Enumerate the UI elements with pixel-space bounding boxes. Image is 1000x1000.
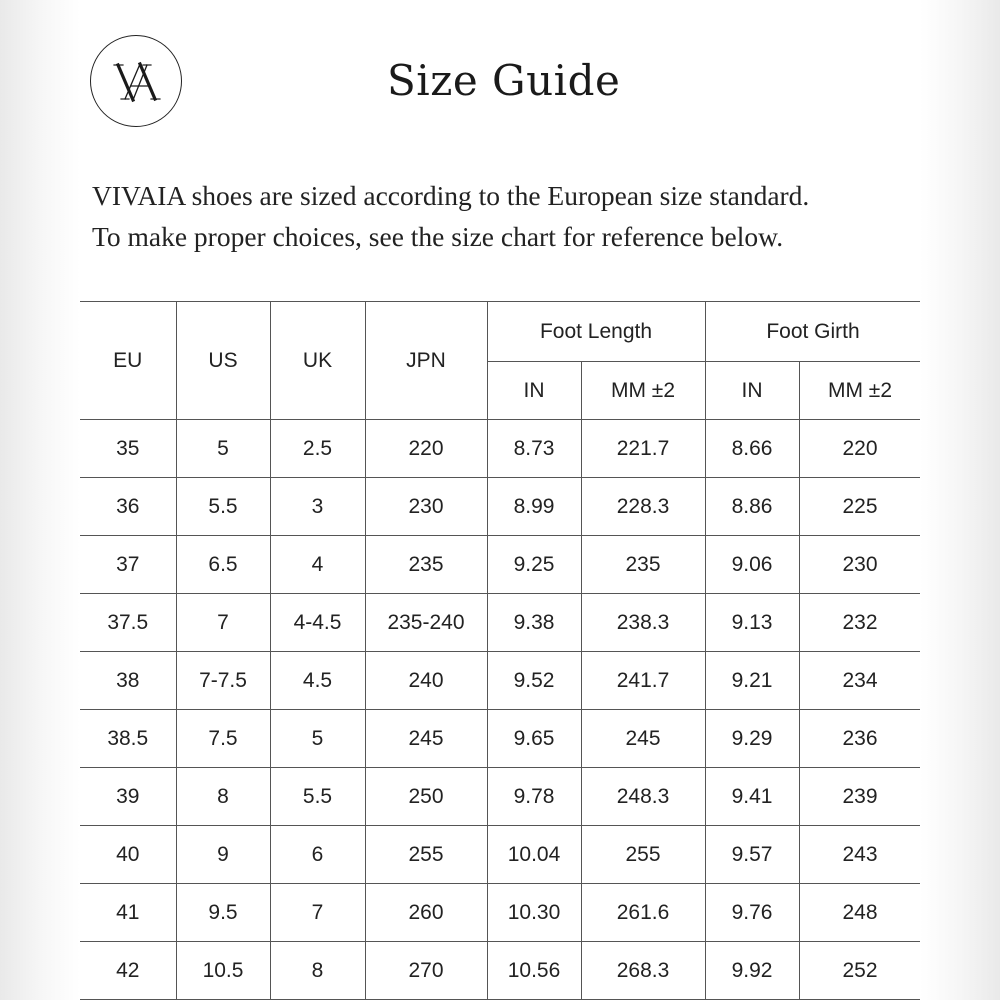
- brand-logo: [90, 35, 182, 127]
- cell-uk: 7: [270, 884, 365, 942]
- cell-uk: 4-4.5: [270, 594, 365, 652]
- cell-foot-length-mm: 241.7: [581, 652, 705, 710]
- cell-us: 5.5: [176, 478, 270, 536]
- cell-foot-girth-mm: 230: [799, 536, 920, 594]
- cell-us: 9.5: [176, 884, 270, 942]
- table-row: [80, 652, 920, 710]
- cell-foot-length-in: 8.73: [487, 420, 581, 478]
- cell-foot-length-mm: 268.3: [581, 942, 705, 1000]
- cell-foot-girth-in: 9.13: [705, 594, 799, 652]
- cell-foot-girth-in: 9.41: [705, 768, 799, 826]
- cell-us: 10.5: [176, 942, 270, 1000]
- table-row: [80, 594, 920, 652]
- cell-foot-length-in: 9.65: [487, 710, 581, 768]
- cell-foot-length-mm: 261.6: [581, 884, 705, 942]
- cell-jpn: 240: [365, 652, 487, 710]
- cell-foot-length-in: 9.38: [487, 594, 581, 652]
- cell-eu: 38.5: [80, 710, 176, 768]
- cell-foot-length-in: 10.04: [487, 826, 581, 884]
- cell-foot-length-mm: 235: [581, 536, 705, 594]
- table-row: [80, 710, 920, 768]
- cell-jpn: 230: [365, 478, 487, 536]
- cell-foot-length-in: 9.25: [487, 536, 581, 594]
- cell-eu: 39: [80, 768, 176, 826]
- cell-eu: 37: [80, 536, 176, 594]
- cell-jpn: 260: [365, 884, 487, 942]
- cell-foot-girth-in: 9.29: [705, 710, 799, 768]
- size-table-body: [80, 420, 920, 1000]
- header-jpn: JPN: [365, 302, 487, 420]
- cell-foot-length-in: 9.78: [487, 768, 581, 826]
- cell-eu: 42: [80, 942, 176, 1000]
- cell-uk: 6: [270, 826, 365, 884]
- cell-uk: 5: [270, 710, 365, 768]
- cell-eu: 37.5: [80, 594, 176, 652]
- cell-uk: 2.5: [270, 420, 365, 478]
- cell-foot-girth-in: 9.21: [705, 652, 799, 710]
- intro-line: To make proper choices, see the size chart for reference below.: [92, 221, 784, 252]
- va-monogram-icon: [91, 36, 183, 128]
- cell-foot-girth-in: 9.76: [705, 884, 799, 942]
- cell-foot-girth-mm: 220: [799, 420, 920, 478]
- cell-us: 5: [176, 420, 270, 478]
- header-eu: EU: [80, 302, 176, 420]
- cell-foot-length-in: 10.56: [487, 942, 581, 1000]
- header-foot-length-mm: MM ±2: [581, 362, 705, 420]
- cell-foot-girth-mm: 243: [799, 826, 920, 884]
- cell-foot-girth-in: 9.06: [705, 536, 799, 594]
- cell-foot-length-mm: 245: [581, 710, 705, 768]
- page-title: Size Guide: [387, 56, 621, 105]
- cell-jpn: 270: [365, 942, 487, 1000]
- size-guide-card: [80, 0, 920, 1000]
- cell-jpn: 235: [365, 536, 487, 594]
- cell-foot-girth-in: 8.66: [705, 420, 799, 478]
- cell-foot-girth-mm: 239: [799, 768, 920, 826]
- cell-us: 9: [176, 826, 270, 884]
- cell-us: 7.5: [176, 710, 270, 768]
- cell-foot-girth-in: 8.86: [705, 478, 799, 536]
- header-foot-girth-mm: MM ±2: [799, 362, 920, 420]
- cell-uk: 4: [270, 536, 365, 594]
- cell-jpn: 245: [365, 710, 487, 768]
- header-foot-girth-in: IN: [705, 362, 799, 420]
- table-row: [80, 768, 920, 826]
- cell-eu: 40: [80, 826, 176, 884]
- cell-us: 7: [176, 594, 270, 652]
- cell-jpn: 250: [365, 768, 487, 826]
- table-row: [80, 942, 920, 1000]
- table-row: [80, 826, 920, 884]
- cell-eu: 41: [80, 884, 176, 942]
- cell-eu: 35: [80, 420, 176, 478]
- cell-us: 6.5: [176, 536, 270, 594]
- header-uk: UK: [270, 302, 365, 420]
- cell-us: 8: [176, 768, 270, 826]
- header-foot-girth: Foot Girth: [705, 302, 920, 362]
- table-row: [80, 884, 920, 942]
- cell-jpn: 235-240: [365, 594, 487, 652]
- cell-foot-length-in: 10.30: [487, 884, 581, 942]
- cell-foot-length-in: 8.99: [487, 478, 581, 536]
- cell-foot-girth-mm: 248: [799, 884, 920, 942]
- cell-foot-length-mm: 255: [581, 826, 705, 884]
- cell-uk: 8: [270, 942, 365, 1000]
- table-row: [80, 478, 920, 536]
- cell-jpn: 220: [365, 420, 487, 478]
- cell-us: 7-7.5: [176, 652, 270, 710]
- cell-foot-girth-mm: 225: [799, 478, 920, 536]
- cell-foot-length-mm: 228.3: [581, 478, 705, 536]
- cell-foot-girth-in: 9.92: [705, 942, 799, 1000]
- cell-uk: 5.5: [270, 768, 365, 826]
- cell-uk: 4.5: [270, 652, 365, 710]
- size-chart-table: [80, 301, 920, 1000]
- cell-uk: 3: [270, 478, 365, 536]
- header-foot-length-in: IN: [487, 362, 581, 420]
- cell-foot-girth-in: 9.57: [705, 826, 799, 884]
- cell-foot-girth-mm: 232: [799, 594, 920, 652]
- cell-foot-length-mm: 248.3: [581, 768, 705, 826]
- cell-eu: 36: [80, 478, 176, 536]
- table-row: [80, 420, 920, 478]
- cell-eu: 38: [80, 652, 176, 710]
- cell-foot-length-mm: 221.7: [581, 420, 705, 478]
- cell-foot-girth-mm: 236: [799, 710, 920, 768]
- cell-foot-length-in: 9.52: [487, 652, 581, 710]
- table-row: [80, 536, 920, 594]
- header-foot-length: Foot Length: [487, 302, 705, 362]
- cell-foot-girth-mm: 234: [799, 652, 920, 710]
- header-us: US: [176, 302, 270, 420]
- intro-line: VIVAIA shoes are sized according to the European size standard.: [92, 180, 810, 211]
- cell-jpn: 255: [365, 826, 487, 884]
- cell-foot-girth-mm: 252: [799, 942, 920, 1000]
- intro-text: [92, 175, 912, 257]
- cell-foot-length-mm: 238.3: [581, 594, 705, 652]
